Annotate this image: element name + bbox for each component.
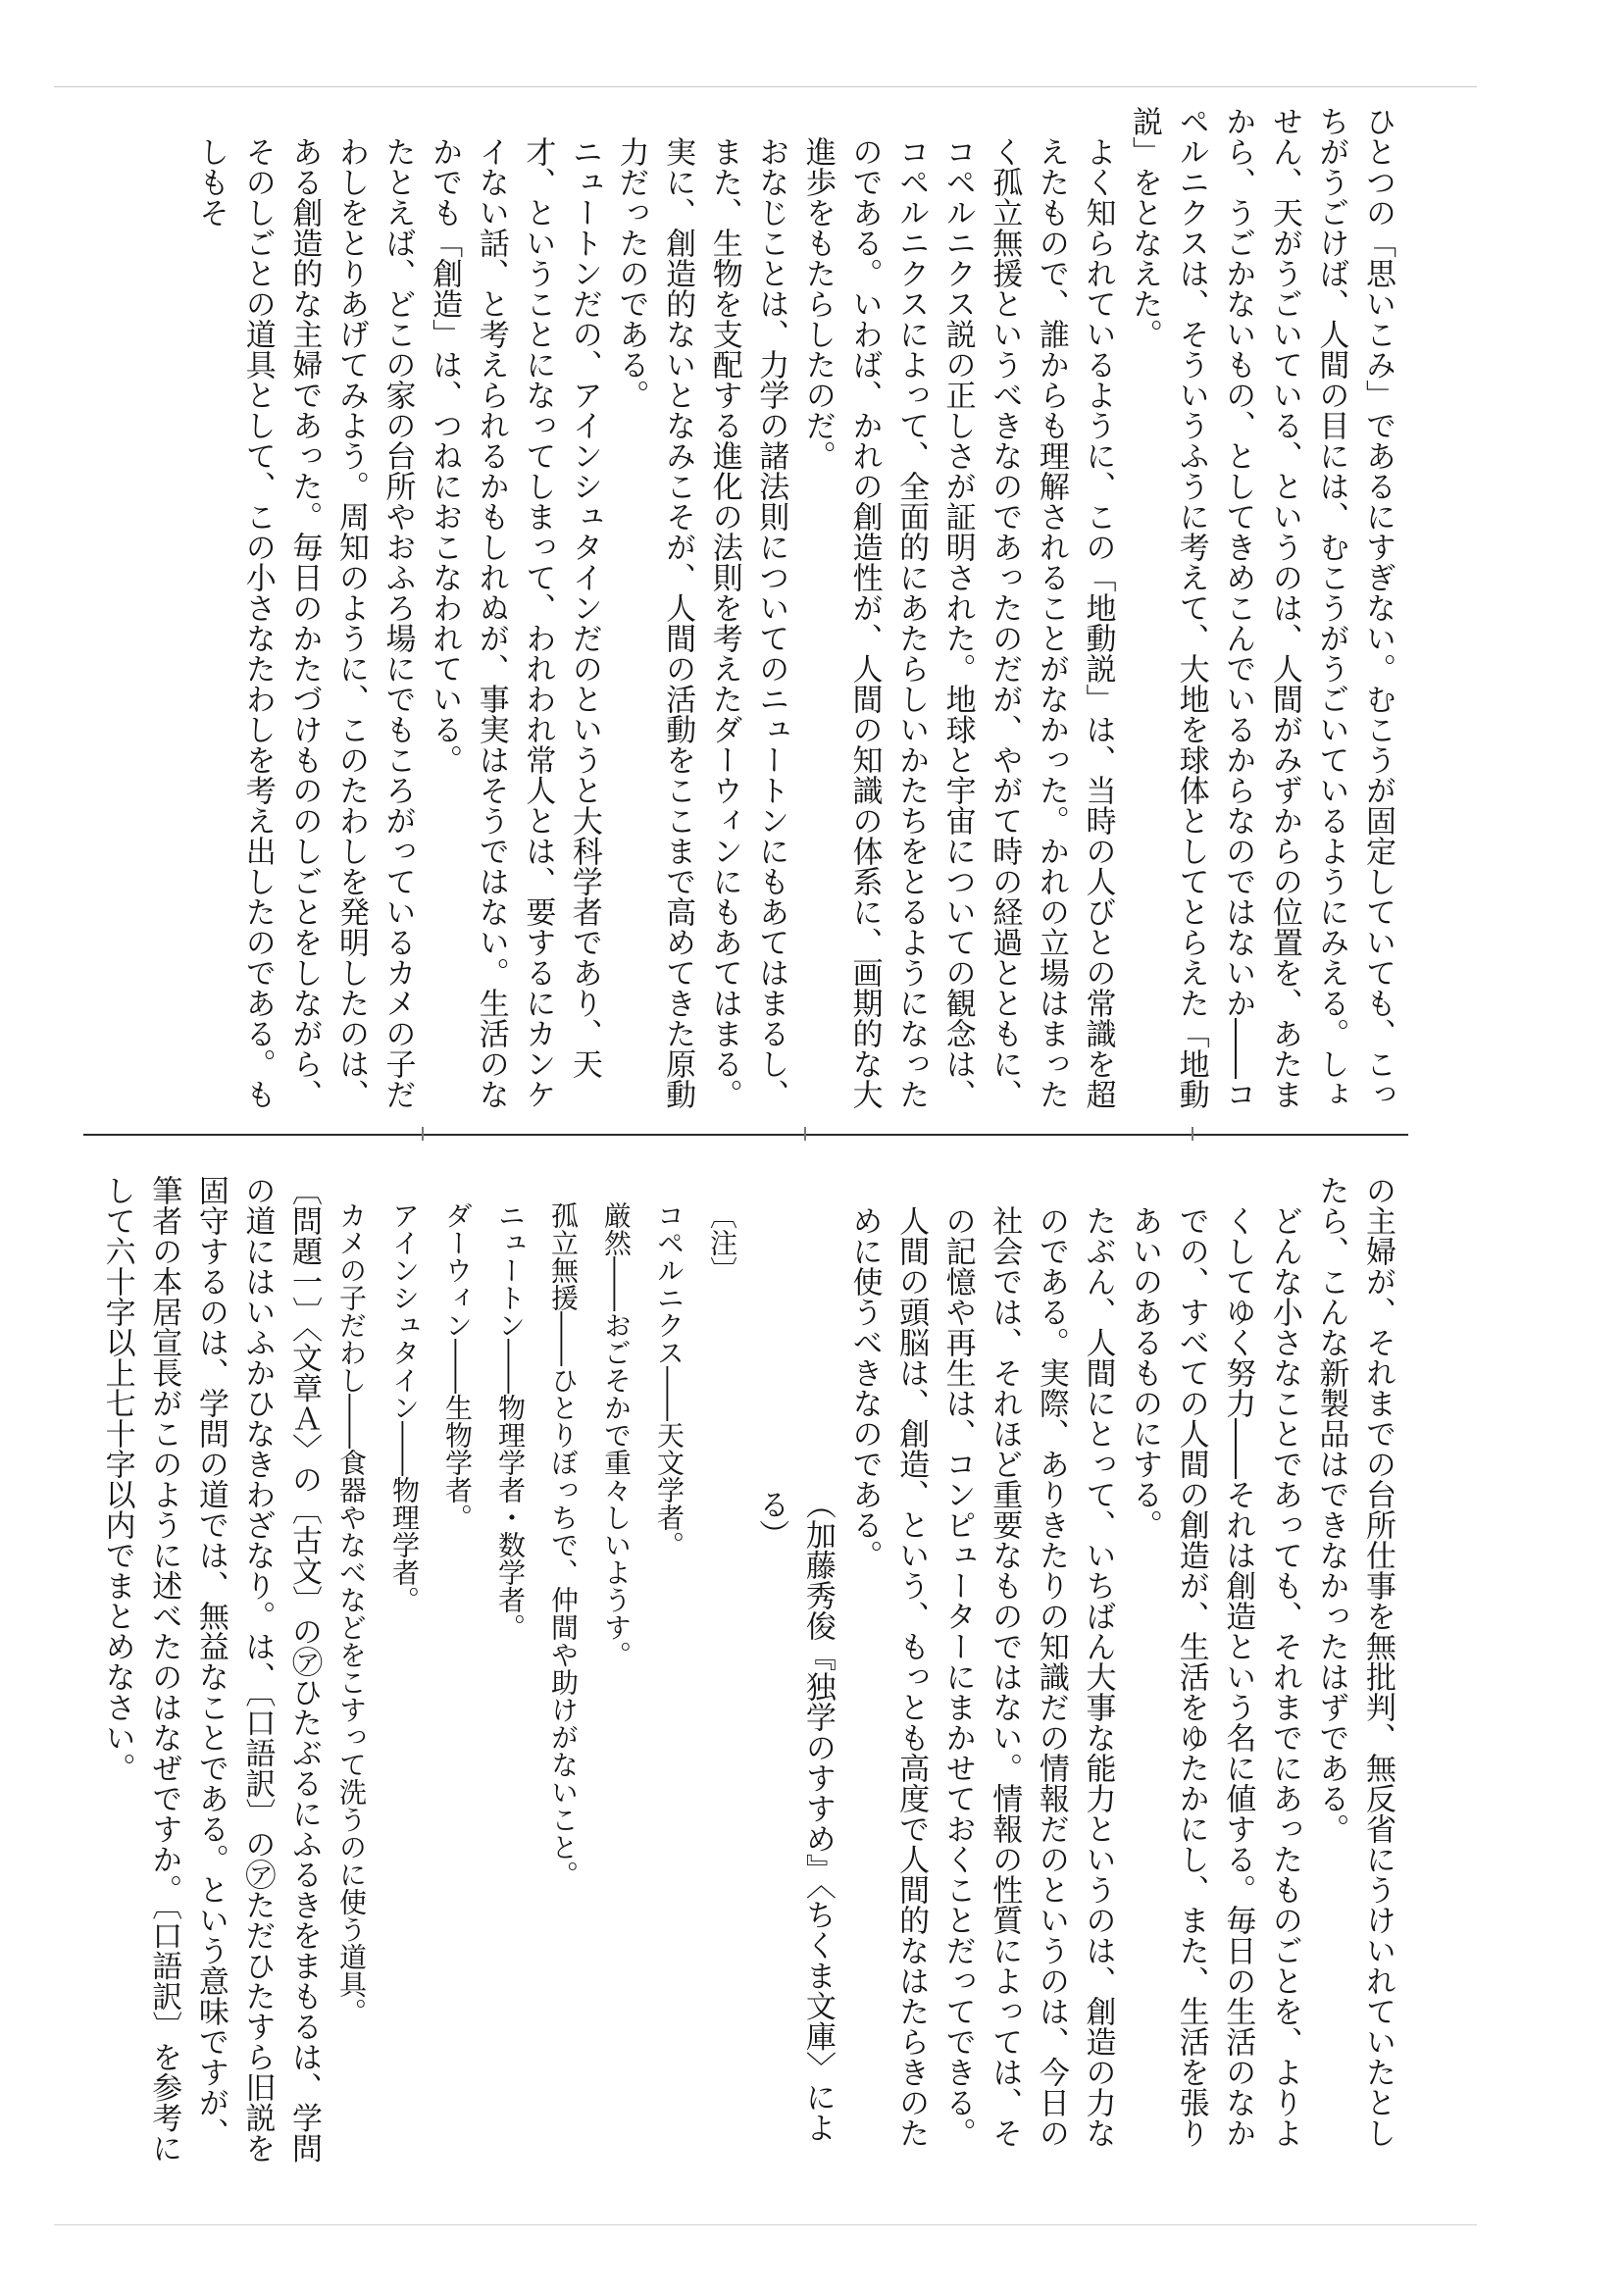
paragraph: おなじことは、力学の諸法則についてのニュートンにもあてはまるし、また、生物を支配する進化の法則を考えたダーウィンにもあてはまる。実に、創造的ないとなみこそが、人間の活動をここまで高めてきた原動力だったのである。 [613,136,789,1109]
lower-passage [753,1175,1400,2167]
paragraph: たとえば、どこの家の台所やおふろ場にでもころがっているカメの子だわしをとりあげてみよう。周知のように、このたわしを発明したのは、ある創造的な主婦であった。毎日のかたづけもののしごとをしながら、そのしごとの道具として、この小さなたわしを考え出したのである。もしもそ [193,136,416,1109]
question-text: 〈文章Ａ〉の〔古文〕の㋐ひたぶるにふるきをまもるは、学問の道にはいふかひなきわざなり。は、〔口語訳〕の㋐ただひたすら旧説を固守するのは、学問の道では、無益なことである。という意味ですが、筆者の本居宣長がこのように述べたのはなぜですか。〔口語訳〕を参考にして六十字以上七十字以内でまとめなさい。 [99,1175,322,2164]
section-divider [83,1134,1408,1136]
notes-heading: 〔注〕 [706,1201,738,1284]
note-item: ニュートン――物理学者・数学者。 [494,1201,527,1641]
bottom-rule [54,2224,1477,2225]
notes-section [335,1201,748,2123]
divider-tick [804,1127,806,1141]
source-citation: （加藤秀俊『独学のすすめ』〈ちくま文庫〉による） [753,1489,836,2143]
paragraph: ひとつの「思いこみ」であるにすぎない。むこうが固定していても、こっちがうごけば、人間の目には、むこうがうごいているようにみえる。しょせん、天がうごいている、というのは、人間がみずからの位置を、あたまから、うごかないもの、としてきめこんでいるからなのではないか――コペルニクスは、そういうふうに考えて、大地を球体としてとらえた「地動説」をとなえた。 [1127,106,1396,1109]
question-label: 〔問題一〕 [286,1175,322,1327]
note-item: 孤立無援――ひとりぼっちで、仲間や助けがないこと。 [547,1201,580,1888]
note-item: ダーウィン――生物学者。 [441,1201,474,1531]
note-item: コペルニクス――天文学者。 [653,1201,685,1558]
note-item: 厳然――おごそかで重々しいようす。 [600,1201,633,1668]
question-one [72,1175,327,2167]
paragraph: たぶん、人間にとって、いちばん大事な能力というのは、創造の力なのである。実際、ありきたりの知識だの情報だのというのは、今日の社会では、それほど重要なものではない。情報の性質によっては、その記憶や再生は、コンピューターにまかせておくことだってできる。人間の頭脳は、創造、という、もっとも高度で人間的なはたらきのために使うべきなのである。 [846,1205,1116,2148]
paragraph: の主婦が、それまでの台所仕事を無批判、無反省にうけいれていたとしたら、こんな新製品はできなかったはずである。 [1313,1175,1396,2148]
paragraph: よく知られているように、この「地動説」は、当時の人びとの常識を超えたもので、誰からも理解されることがなかった。かれの立場はまったく孤立無援というべきなのであったのだが、やがて時の経過とともに、コペルニクス説の正しさが証明された。地球と宇宙についての観念は、コペルニクスによって、全面的にあたらしいかたちをとるようになったのである。いわば、かれの創造性が、人間の知識の体系に、画期的な大進歩をもたらしたのだ。 [799,136,1116,1109]
paragraph: どんな小さなことであっても、それまでにあったものごとを、よりよくしてゆく努力――それは創造という名に値する。毎日の生活のなかでの、すべての人間の創造が、生活をゆたかにし、また、生活を張りあいのあるものにする。 [1127,1205,1302,2148]
divider-tick [1192,1127,1193,1141]
paragraph: ニュートンだの、アインシュタインだのというと大科学者であり、天才、ということになってしまって、われわれ常人とは、要するにカンケイない話、と考えられるかもしれぬが、事実はそうではない。生活のなかでも「創造」は、つねにおこなわれている。 [427,136,602,1109]
upper-passage [193,106,1400,1116]
divider-tick [422,1127,424,1141]
top-rule [54,86,1477,87]
note-item: アインシュタイン――物理学者。 [388,1201,421,1613]
note-item: カメの子だわし――食器やなべなどをこすって洗うのに使う道具。 [335,1201,368,2025]
